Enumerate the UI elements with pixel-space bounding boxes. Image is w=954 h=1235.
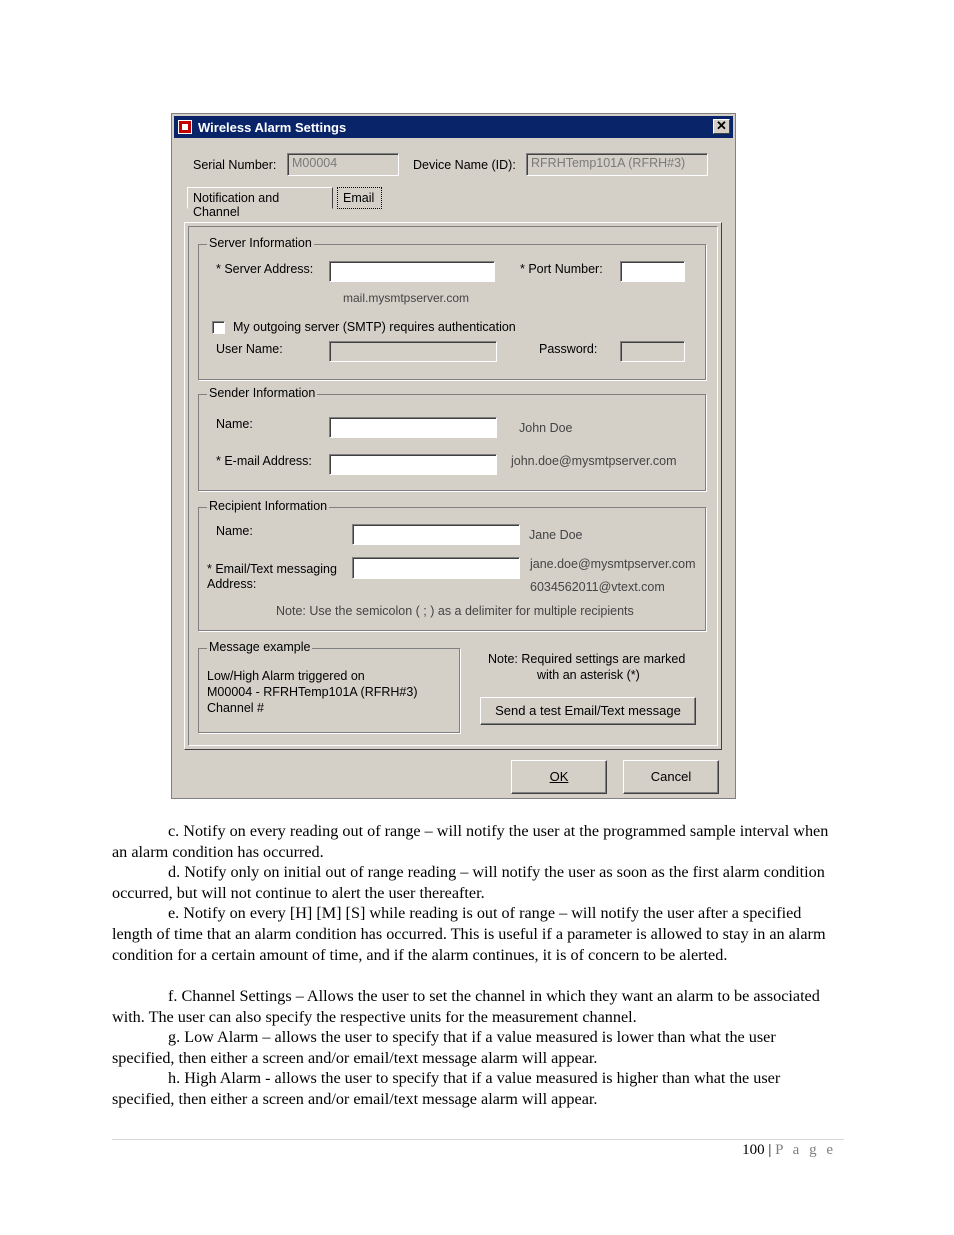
message-example-line2: M00004 - RFRHTemp101A (RFRH#3) bbox=[207, 685, 418, 699]
sender-name-label: Name: bbox=[216, 417, 253, 431]
ok-button[interactable]: OK bbox=[511, 760, 607, 794]
page-word: P a g e bbox=[775, 1142, 836, 1158]
recipient-email-label-line1: * Email/Text messaging bbox=[207, 562, 337, 576]
serial-number-label: Serial Number: bbox=[193, 158, 277, 172]
password-label: Password: bbox=[539, 342, 598, 356]
app-icon bbox=[178, 120, 192, 134]
sender-information-group bbox=[198, 386, 706, 491]
page-number: 100 | bbox=[742, 1142, 772, 1158]
password-input[interactable] bbox=[620, 341, 685, 362]
recipient-information-group bbox=[198, 499, 706, 631]
server-address-input[interactable] bbox=[329, 261, 495, 282]
email-inner-panel bbox=[188, 226, 718, 746]
smtp-auth-label: My outgoing server (SMTP) requires authentication bbox=[233, 320, 516, 334]
username-input[interactable] bbox=[329, 341, 497, 362]
recipient-name-hint: Jane Doe bbox=[529, 528, 583, 542]
sender-email-input[interactable] bbox=[329, 454, 497, 475]
recipient-name-input[interactable] bbox=[352, 524, 520, 545]
smtp-auth-checkbox[interactable] bbox=[212, 321, 225, 334]
required-note-line2: with an asterisk (*) bbox=[537, 668, 640, 682]
recipient-delimiter-note: Note: Use the semicolon ( ; ) as a delimiter for multiple recipients bbox=[276, 604, 634, 618]
device-name-field: RFRHTemp101A (RFRH#3) bbox=[526, 153, 708, 176]
wireless-alarm-settings-dialog bbox=[171, 113, 736, 799]
serial-number-field: M00004 bbox=[287, 153, 399, 176]
paragraph-g: g. Low Alarm – allows the user to specify that if a value measured is lower than what the user specified, then either a screen and/or email/text message alarm will appear. bbox=[112, 1028, 776, 1067]
required-note-line1: Note: Required settings are marked bbox=[488, 652, 686, 666]
footer-divider bbox=[112, 1139, 844, 1140]
tab-notification-and-channel[interactable]: Notification and Channel bbox=[187, 187, 333, 209]
recipient-information-title: Recipient Information bbox=[209, 499, 328, 513]
dialog-title: Wireless Alarm Settings bbox=[198, 120, 347, 135]
server-address-label: * Server Address: bbox=[216, 262, 314, 276]
page-footer bbox=[742, 1142, 836, 1159]
sender-name-input[interactable] bbox=[329, 417, 497, 438]
paragraph-e: e. Notify on every [H] [M] [S] while reading is out of range – will notify the user after a specified length of time that an alarm condition has occurred. This is useful if a parameter is allowed to stay in an alarm condition for a certain amount of time, and if the alarm continues, it is of concern to be alerted. bbox=[112, 904, 826, 964]
recipient-email-label-line2: Address: bbox=[207, 577, 257, 591]
server-information-title: Server Information bbox=[209, 236, 312, 250]
recipient-email-input[interactable] bbox=[352, 557, 520, 579]
message-example-group bbox=[198, 640, 460, 733]
paragraph-f: f. Channel Settings – Allows the user to set the channel in which they want an alarm to be associated with. The user can also specify the respective units for the measurement channel. bbox=[112, 987, 820, 1026]
cancel-button[interactable]: Cancel bbox=[623, 760, 719, 794]
message-example-line1: Low/High Alarm triggered on bbox=[207, 669, 365, 683]
username-label: User Name: bbox=[216, 342, 283, 356]
email-tab-panel bbox=[184, 222, 722, 750]
sender-information-title: Sender Information bbox=[209, 386, 316, 400]
sender-name-hint: John Doe bbox=[519, 421, 573, 435]
recipient-email-hint-1: jane.doe@mysmtpserver.com bbox=[530, 557, 696, 571]
message-example-line3: Channel # bbox=[207, 701, 264, 715]
paragraph-d: d. Notify only on initial out of range reading – will notify the user as soon as the first alarm condition occurred, but will not continue to alert the user thereafter. bbox=[112, 863, 825, 902]
title-bar bbox=[174, 116, 733, 138]
paragraph-h: h. High Alarm - allows the user to specify that if a value measured is higher than what the user specified, then either a screen and/or email/text message alarm will appear. bbox=[112, 1069, 781, 1108]
close-icon[interactable]: ✕ bbox=[713, 119, 730, 134]
device-name-label: Device Name (ID): bbox=[413, 158, 516, 172]
paragraph-c: c. Notify on every reading out of range – will notify the user at the programmed sample interval when an alarm condition has occurred. bbox=[112, 822, 829, 861]
sender-email-hint: john.doe@mysmtpserver.com bbox=[511, 454, 677, 468]
send-test-message-button[interactable]: Send a test Email/Text message bbox=[480, 697, 696, 725]
server-address-hint: mail.mysmtpserver.com bbox=[343, 291, 470, 305]
server-information-group bbox=[198, 236, 706, 380]
recipient-name-label: Name: bbox=[216, 524, 253, 538]
recipient-email-hint-2: 6034562011@vtext.com bbox=[530, 580, 665, 594]
port-number-input[interactable] bbox=[620, 261, 685, 282]
message-example-title: Message example bbox=[209, 640, 311, 654]
sender-email-label: * E-mail Address: bbox=[216, 454, 312, 468]
tab-email[interactable]: Email bbox=[337, 187, 382, 209]
port-number-label: * Port Number: bbox=[520, 262, 603, 276]
